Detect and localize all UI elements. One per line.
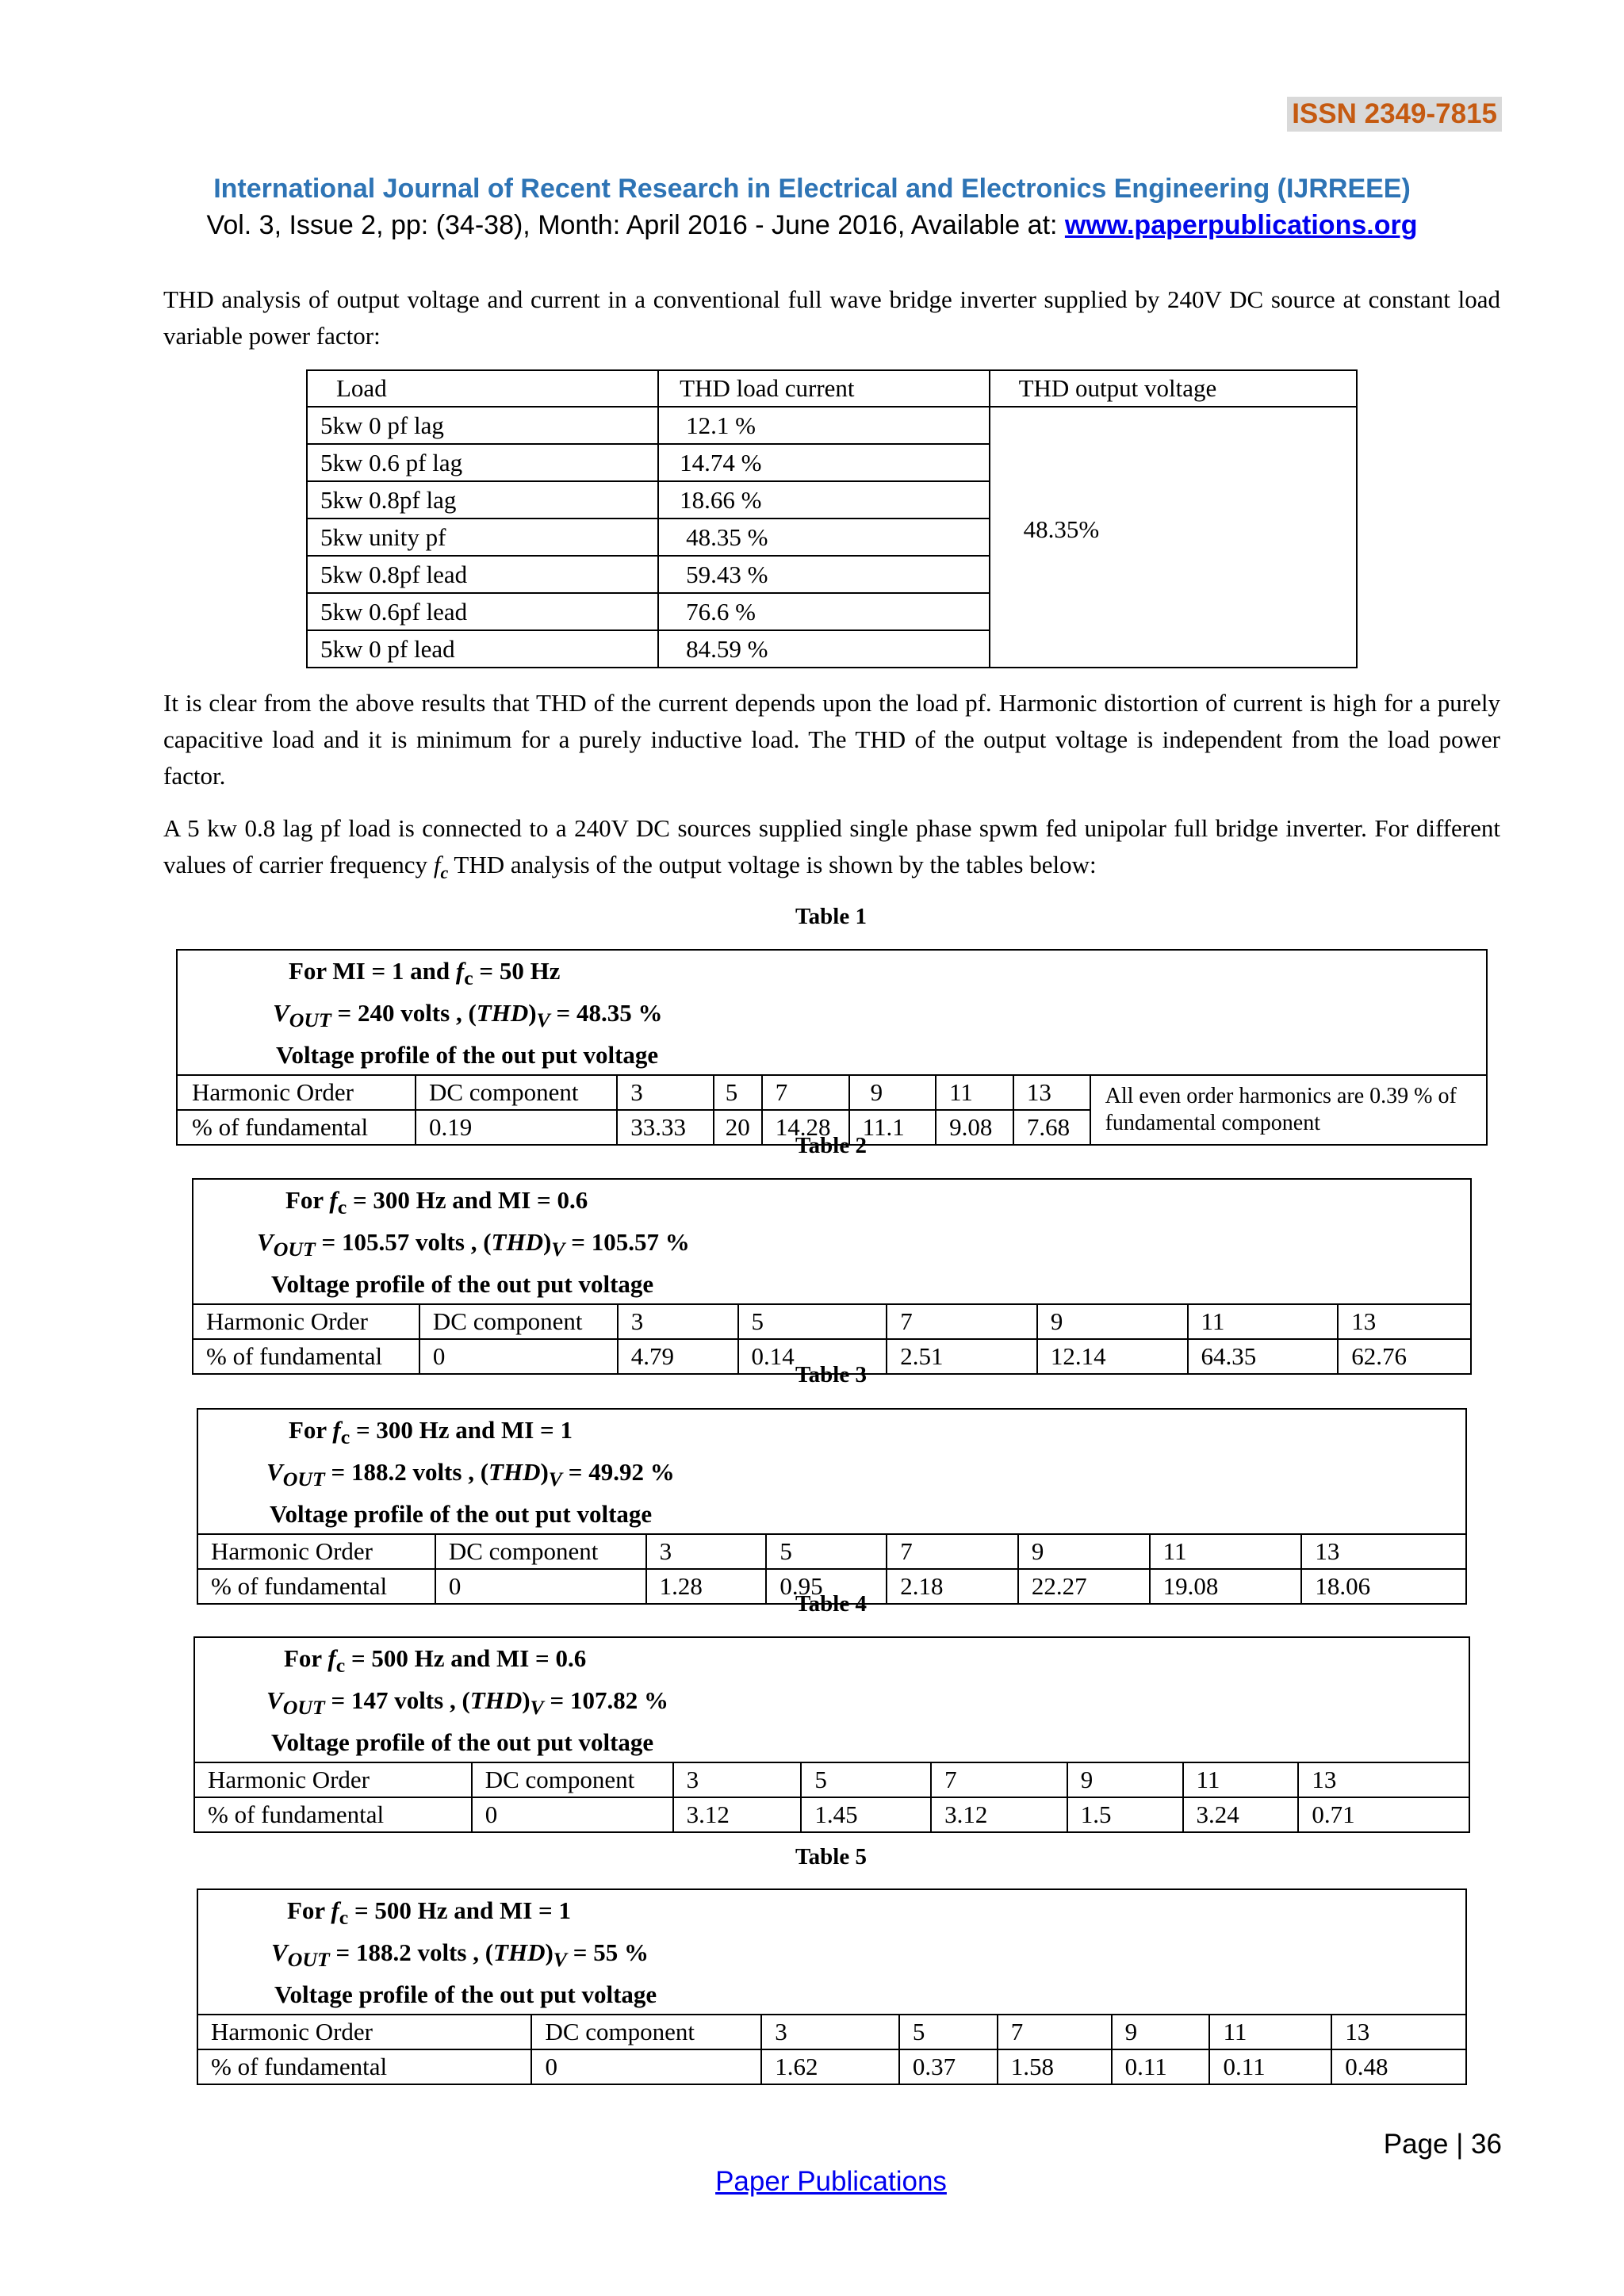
volume-text: Vol. 3, Issue 2, pp: (34-38), Month: April 2016 - June 2016, Available at: <box>206 210 1065 240</box>
table-header-line2: $V_{OUT} = 240$ volts , $(THD)_V = 48.35$ % <box>273 999 663 1032</box>
order-cell: 5 <box>899 2015 998 2049</box>
value-cell: 0.11 <box>1209 2049 1331 2084</box>
harmonic-table-3 <box>197 1408 1467 1605</box>
table-header-line1: For $f_c = 500$ Hz and MI = 1 <box>287 1896 571 1930</box>
dc-label: DC component <box>435 1534 646 1569</box>
value-cell: 19.08 <box>1150 1569 1302 1604</box>
setup-symbol: f <box>433 851 441 878</box>
thd-output-voltage-value: 48.35% <box>1023 515 1100 543</box>
order-cell: 11 <box>1209 2015 1331 2049</box>
thd-current-cell: 84.59 % <box>658 630 989 668</box>
row-label: % of fundamental <box>194 1797 472 1832</box>
thd-header-load: Load <box>307 370 658 407</box>
row-label: % of fundamental <box>197 2049 531 2084</box>
order-cell: 11 <box>1183 1762 1299 1797</box>
table-header-line2: $V_{OUT} = 188.2$ volts , $(THD)_V = 55$ % <box>271 1938 649 1972</box>
row-label: % of fundamental <box>197 1569 435 1604</box>
value-cell: 14.28 <box>762 1110 849 1145</box>
value-cell: 2.51 <box>887 1339 1037 1374</box>
dc-value: 0.19 <box>416 1110 617 1145</box>
setup-text-2: THD analysis of the output voltage is shown by the tables below: <box>448 851 1097 878</box>
setup-sub: c <box>440 863 449 883</box>
order-cell: 11 <box>1188 1304 1339 1339</box>
table-header-line2: $V_{OUT} = 105.57$ volts , $(THD)_V = 105.57$ % <box>257 1228 690 1261</box>
row-label: Harmonic Order <box>197 2015 531 2049</box>
dc-label: DC component <box>419 1304 618 1339</box>
thd-load-cell: 5kw 0.8pf lead <box>307 556 658 593</box>
order-cell: 13 <box>1331 2015 1466 2049</box>
order-cell: 3 <box>646 1534 767 1569</box>
table-caption: Table 3 <box>795 1362 867 1387</box>
thd-header-current: THD load current <box>658 370 989 407</box>
website-link[interactable]: www.paperpublications.org <box>1064 210 1418 240</box>
table-caption: Table 2 <box>795 1133 867 1158</box>
table-header-line1: For MI = 1 and $f_c = 50$ Hz <box>289 957 561 990</box>
issn-badge: ISSN 2349-7815 <box>1287 97 1502 132</box>
dc-value: 0 <box>419 1339 618 1374</box>
order-cell: 7 <box>887 1304 1037 1339</box>
value-cell: 1.58 <box>998 2049 1112 2084</box>
value-cell: 64.35 <box>1188 1339 1339 1374</box>
order-cell: 11 <box>1150 1534 1302 1569</box>
thd-load-cell: 5kw 0.8pf lag <box>307 481 658 519</box>
order-cell: 5 <box>801 1762 931 1797</box>
thd-load-cell: 5kw unity pf <box>307 519 658 556</box>
order-cell: 3 <box>761 2015 899 2049</box>
order-cell: 9 <box>1067 1762 1183 1797</box>
row-label: % of fundamental <box>193 1339 419 1374</box>
thd-current-cell: 48.35 % <box>658 519 989 556</box>
page-number: Page | 36 <box>1383 2129 1502 2160</box>
thd-current-cell: 76.6 % <box>658 593 989 630</box>
order-cell: 13 <box>1013 1075 1090 1110</box>
harmonic-table-5 <box>197 1888 1467 2085</box>
order-cell: 5 <box>738 1304 887 1339</box>
harmonic-table-4 <box>193 1636 1470 1833</box>
thd-current-cell: 59.43 % <box>658 556 989 593</box>
dc-value: 0 <box>472 1797 673 1832</box>
table-header <box>177 950 1487 1075</box>
value-cell: 0.95 <box>766 1569 887 1604</box>
order-cell: 13 <box>1298 1762 1469 1797</box>
order-cell: 11 <box>936 1075 1013 1110</box>
order-cell: 9 <box>849 1075 936 1110</box>
row-label: Harmonic Order <box>177 1075 416 1110</box>
value-cell: 18.06 <box>1301 1569 1466 1604</box>
value-cell: 3.12 <box>931 1797 1067 1832</box>
order-cell: 7 <box>998 2015 1112 2049</box>
order-cell: 13 <box>1338 1304 1471 1339</box>
order-cell: 7 <box>887 1534 1018 1569</box>
thd-load-cell: 5kw 0.6 pf lag <box>307 444 658 481</box>
order-cell: 9 <box>1018 1534 1150 1569</box>
thd-load-cell: 5kw 0 pf lag <box>307 407 658 444</box>
row-label: % of fundamental <box>177 1110 416 1145</box>
value-cell: 20 <box>714 1110 762 1145</box>
table-header-line1: For $f_c = 300$ Hz and MI = 1 <box>289 1416 573 1449</box>
publisher-link[interactable]: Paper Publications <box>715 2166 947 2197</box>
harmonic-table-1 <box>176 949 1488 1146</box>
intro-paragraph: THD analysis of output voltage and current in a conventional full wave bridge inverter supplied by 240V DC source at constant load variable power factor: <box>163 285 1500 350</box>
value-cell: 3.24 <box>1183 1797 1299 1832</box>
value-cell: 33.33 <box>617 1110 714 1145</box>
order-cell: 9 <box>1037 1304 1188 1339</box>
table-caption: Table 4 <box>795 1591 867 1617</box>
table-caption: Table 1 <box>795 904 867 929</box>
conclusion-paragraph: It is clear from the above results that THD of the current depends upon the load pf. Harmonic distortion of current is high for a purely capacitive load and it is minimum for a purely inductive load. The THD of the output voltage is independent from the load power factor. <box>163 689 1500 790</box>
value-cell: 9.08 <box>936 1110 1013 1145</box>
order-cell: 5 <box>766 1534 887 1569</box>
row-label: Harmonic Order <box>193 1304 419 1339</box>
table-profile: Voltage profile of the out put voltage <box>271 1728 654 1757</box>
thd-load-table <box>306 369 1358 668</box>
order-cell: 3 <box>673 1762 802 1797</box>
thd-current-cell: 14.74 % <box>658 444 989 481</box>
order-cell: 7 <box>931 1762 1067 1797</box>
value-cell: 7.68 <box>1013 1110 1090 1145</box>
setup-text-1: A 5 kw 0.8 lag pf load is connected to a 240V DC sources supplied single phase spwm fed unipolar full bridge inverter. For different values of carrier frequency <box>163 814 1500 878</box>
journal-title: International Journal of Recent Research in Electrical and Electronics Engineering (IJRREEE) <box>213 174 1411 204</box>
value-cell: 0.14 <box>738 1339 887 1374</box>
table-caption: Table 5 <box>795 1844 867 1869</box>
value-cell: 1.45 <box>801 1797 931 1832</box>
dc-label: DC component <box>472 1762 673 1797</box>
setup-paragraph <box>163 810 1500 891</box>
table-profile: Voltage profile of the out put voltage <box>276 1041 659 1070</box>
thd-load-cell: 5kw 0.6pf lead <box>307 593 658 630</box>
order-cell: 5 <box>714 1075 762 1110</box>
thd-current-cell: 12.1 % <box>658 407 989 444</box>
value-cell: 22.27 <box>1018 1569 1150 1604</box>
value-cell: 1.5 <box>1067 1797 1183 1832</box>
value-cell: 12.14 <box>1037 1339 1188 1374</box>
harmonic-table-2 <box>192 1178 1472 1375</box>
thd-current-cell: 18.66 % <box>658 481 989 519</box>
order-cell: 7 <box>762 1075 849 1110</box>
value-cell: 11.1 <box>849 1110 936 1145</box>
value-cell: 1.62 <box>761 2049 899 2084</box>
dc-value: 0 <box>435 1569 646 1604</box>
order-cell: 9 <box>1112 2015 1210 2049</box>
dc-label: DC component <box>531 2015 761 2049</box>
thd-output-voltage-cell <box>990 407 1357 668</box>
thd-load-cell: 5kw 0 pf lead <box>307 630 658 668</box>
table-header-line1: For $f_c = 500$ Hz and MI = 0.6 <box>284 1644 587 1678</box>
table-profile: Voltage profile of the out put voltage <box>274 1980 657 2009</box>
table-header-line2: $V_{OUT} = 147$ volts , $(THD)_V = 107.82$ % <box>266 1686 668 1720</box>
value-cell: 4.79 <box>618 1339 738 1374</box>
table-header <box>194 1637 1469 1762</box>
table-profile: Voltage profile of the out put voltage <box>270 1500 653 1529</box>
order-cell: 13 <box>1301 1534 1466 1569</box>
table-header <box>193 1179 1471 1304</box>
table-header-line1: For $f_c = 300$ Hz and MI = 0.6 <box>285 1186 588 1219</box>
value-cell: 3.12 <box>673 1797 802 1832</box>
value-cell: 0.48 <box>1331 2049 1466 2084</box>
row-label: Harmonic Order <box>194 1762 472 1797</box>
value-cell: 2.18 <box>887 1569 1018 1604</box>
dc-value: 0 <box>531 2049 761 2084</box>
order-cell: 3 <box>617 1075 714 1110</box>
value-cell: 62.76 <box>1338 1339 1471 1374</box>
table-profile: Voltage profile of the out put voltage <box>271 1270 654 1299</box>
dc-label: DC component <box>416 1075 617 1110</box>
table-header <box>197 1889 1466 2015</box>
table-header-line2: $V_{OUT} = 188.2$ volts , $(THD)_V = 49.92$ % <box>266 1458 675 1491</box>
table-note: All even order harmonics are 0.39 % of fundamental component <box>1090 1075 1487 1145</box>
thd-header-voltage: THD output voltage <box>990 370 1357 407</box>
value-cell: 1.28 <box>646 1569 767 1604</box>
value-cell: 0.37 <box>899 2049 998 2084</box>
order-cell: 3 <box>618 1304 738 1339</box>
volume-info <box>0 208 1624 243</box>
value-cell: 0.71 <box>1298 1797 1469 1832</box>
table-header <box>197 1409 1466 1534</box>
value-cell: 0.11 <box>1112 2049 1210 2084</box>
row-label: Harmonic Order <box>197 1534 435 1569</box>
